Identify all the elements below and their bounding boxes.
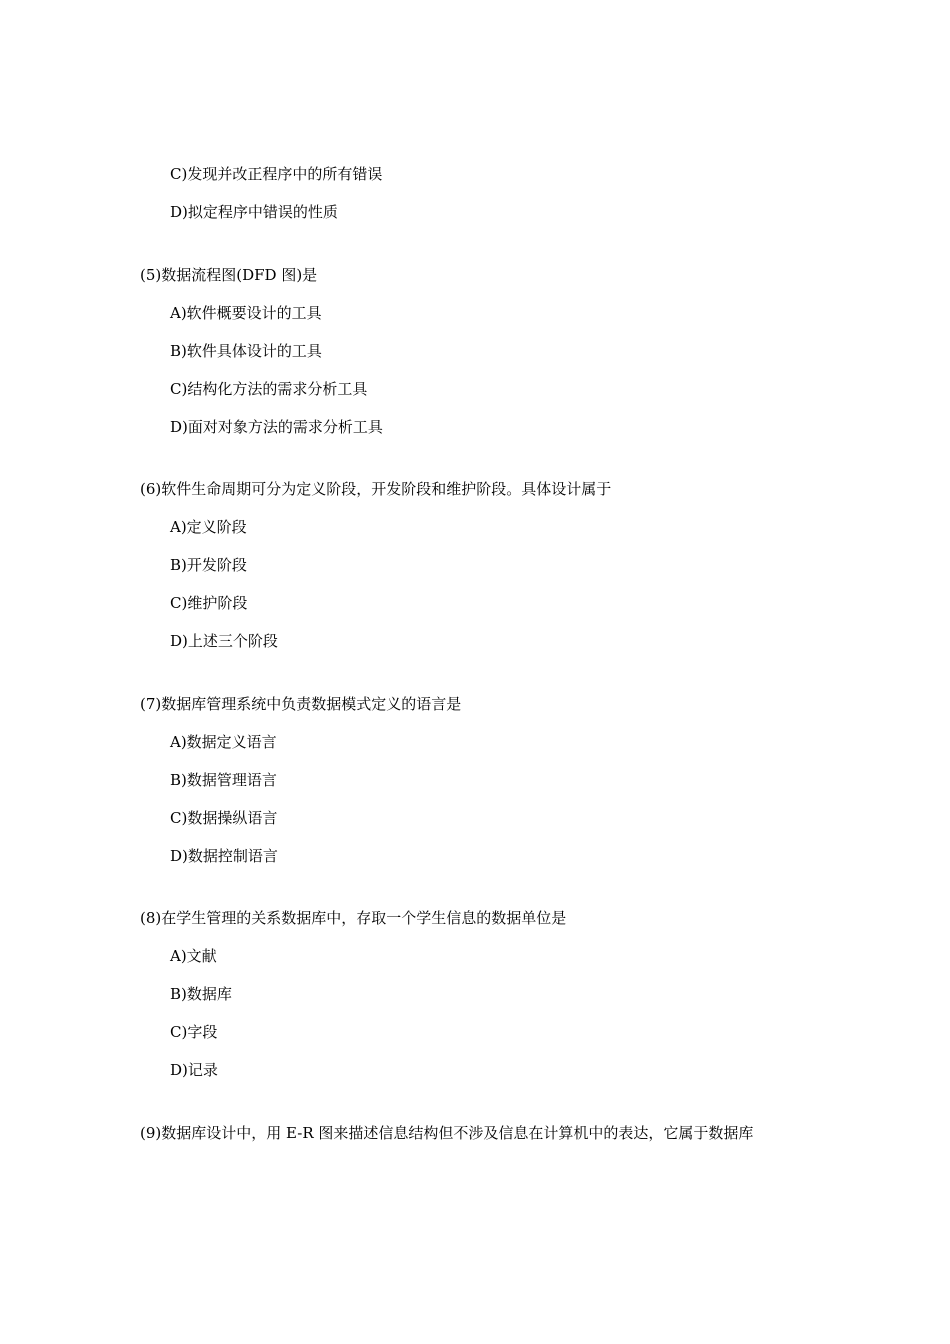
question-5-option-a: A)软件概要设计的工具 bbox=[170, 304, 322, 322]
question-5-option-b: B)软件具体设计的工具 bbox=[170, 342, 322, 360]
carryover-option-d: D)拟定程序中错误的性质 bbox=[170, 203, 338, 221]
question-6-option-a: A)定义阶段 bbox=[170, 518, 247, 536]
question-7-option-a: A)数据定义语言 bbox=[170, 733, 277, 751]
question-7-option-d: D)数据控制语言 bbox=[170, 847, 278, 865]
question-7-option-b: B)数据管理语言 bbox=[170, 771, 277, 789]
question-8-option-d: D)记录 bbox=[170, 1061, 218, 1079]
question-6-option-c: C)维护阶段 bbox=[170, 594, 248, 612]
question-7-option-c: C)数据操纵语言 bbox=[170, 809, 278, 827]
question-7-stem: (7)数据库管理系统中负责数据模式定义的语言是 bbox=[140, 695, 462, 713]
question-6-option-b: B)开发阶段 bbox=[170, 556, 247, 574]
question-5-option-d: D)面对对象方法的需求分析工具 bbox=[170, 418, 383, 436]
question-8-stem: (8)在学生管理的关系数据库中，存取一个学生信息的数据单位是 bbox=[140, 909, 567, 927]
question-6-option-d: D)上述三个阶段 bbox=[170, 632, 278, 650]
question-9-stem: (9)数据库设计中，用 E-R 图来描述信息结构但不涉及信息在计算机中的表达，它属于数据库 bbox=[140, 1124, 754, 1142]
carryover-option-c: C)发现并改正程序中的所有错误 bbox=[170, 165, 383, 183]
question-8-option-a: A)文献 bbox=[170, 947, 217, 965]
question-5-option-c: C)结构化方法的需求分析工具 bbox=[170, 380, 368, 398]
question-6-stem: (6)软件生命周期可分为定义阶段，开发阶段和维护阶段。具体设计属于 bbox=[140, 480, 612, 498]
question-8-option-b: B)数据库 bbox=[170, 985, 232, 1003]
question-5-stem: (5)数据流程图(DFD 图)是 bbox=[140, 266, 318, 284]
question-8-option-c: C)字段 bbox=[170, 1023, 218, 1041]
